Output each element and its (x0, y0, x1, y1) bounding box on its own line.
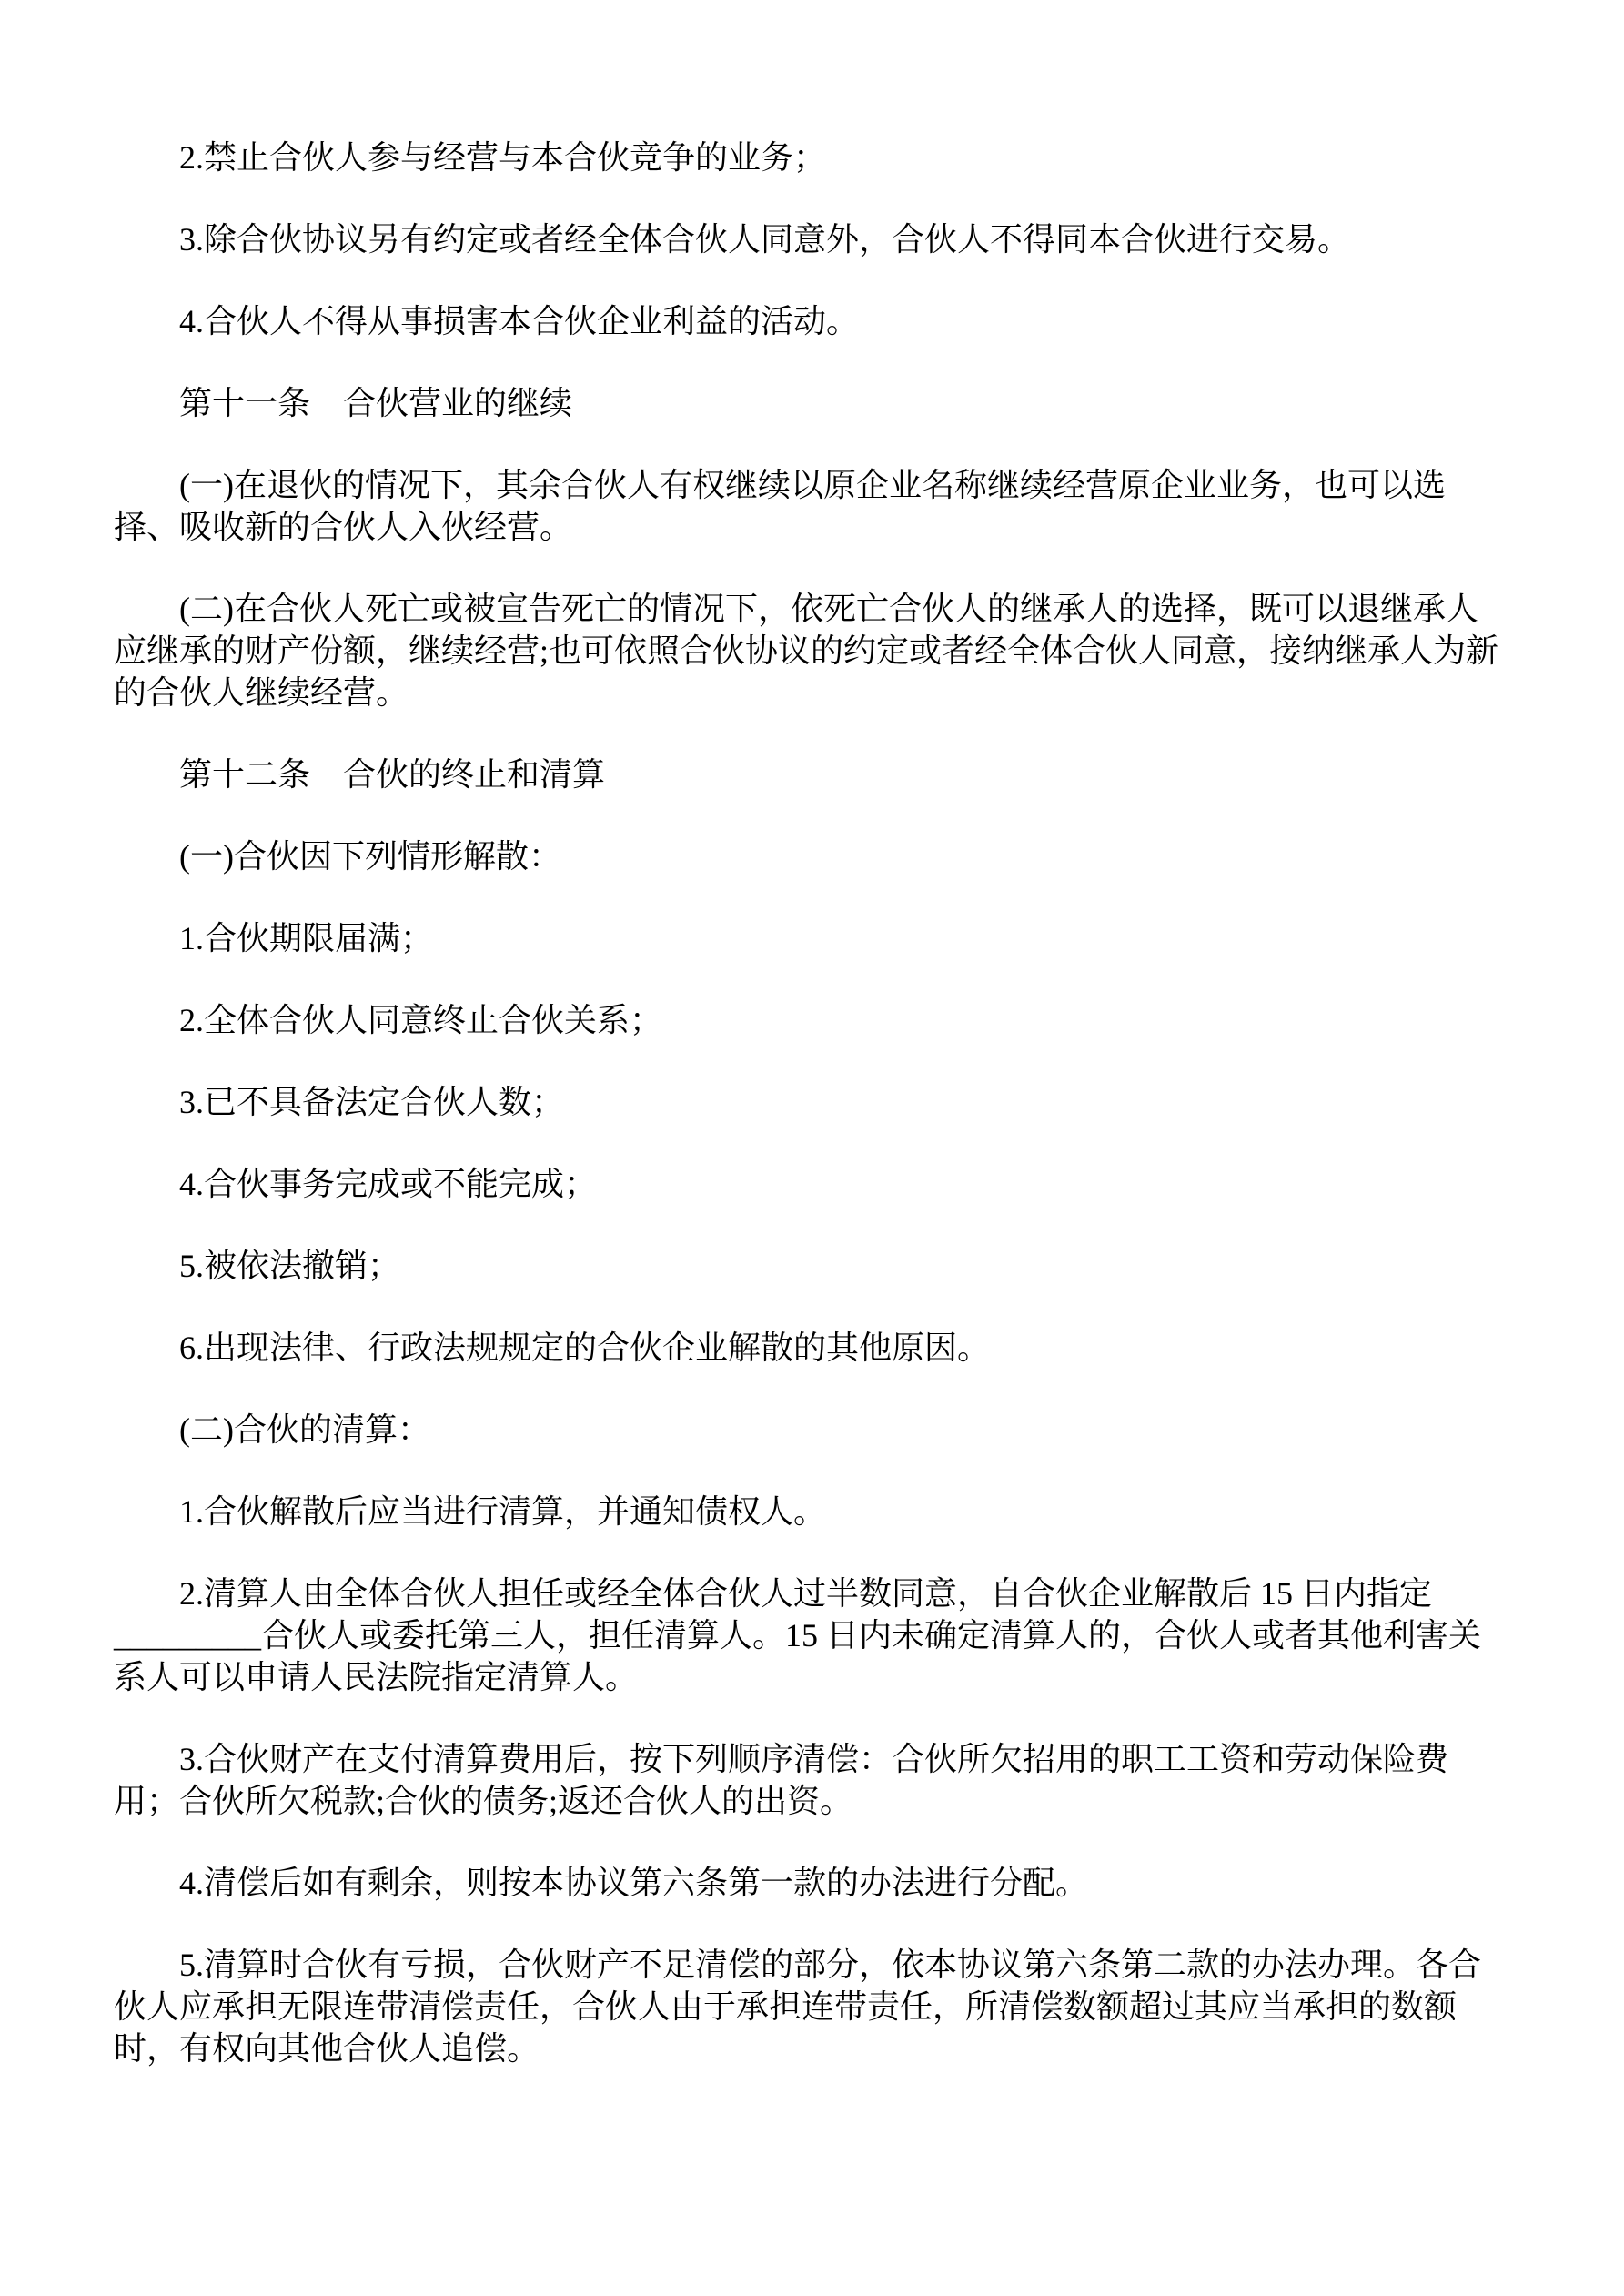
list-item: 4.合伙人不得从事损害本合伙企业利益的活动。 (179, 303, 860, 339)
list-item-with-blank: 2.清算人由全体合伙人担任或经全体合伙人过半数同意，自合伙企业解散后 15 日内指定_________合伙人或委托第三人，担任清算人。15 日内未确定清算人的，合伙人或者其他利害关系人可以申请人民法院指定清算人。 (114, 1575, 1482, 1695)
list-item: 3.除合伙协议另有约定或者经全体合伙人同意外，合伙人不得同本合伙进行交易。 (179, 221, 1351, 258)
list-item: 5.清算时合伙有亏损，合伙财产不足清偿的部分，依本协议第六条第二款的办法办理。各合伙人应承担无限连带清偿责任，合伙人由于承担连带责任，所清偿数额超过其应当承担的数额时，有权向其他合伙人追偿。 (114, 1947, 1482, 2067)
list-item: 1.合伙期限届满； (179, 920, 434, 956)
list-item: 2.禁止合伙人参与经营与本合伙竞争的业务； (179, 139, 827, 176)
list-item: 4.合伙事务完成或不能完成； (179, 1166, 598, 1202)
document-content (114, 137, 1503, 2109)
list-item: 6.出现法律、行政法规规定的合伙企业解散的其他原因。 (179, 1330, 991, 1366)
list-item: 1.合伙解散后应当进行清算，并通知债权人。 (179, 1493, 827, 1530)
list-item: 2.全体合伙人同意终止合伙关系； (179, 1002, 663, 1038)
list-item: 5.被依法撤销； (179, 1248, 401, 1284)
article-heading-11: 第十一条 合伙营业的继续 (179, 385, 573, 421)
article-heading-12: 第十二条 合伙的终止和清算 (179, 756, 606, 793)
list-item: 4.清偿后如有剩余，则按本协议第六条第一款的办法进行分配。 (179, 1865, 1089, 1901)
list-item: 3.已不具备法定合伙人数； (179, 1084, 565, 1120)
clause-paragraph: (一)合伙因下列情形解散： (179, 838, 561, 875)
clause-paragraph: (二)在合伙人死亡或被宣告死亡的情况下，依死亡合伙人的继承人的选择，既可以退继承人应继承的财产份额，继续经营;也可依照合伙协议的约定或者经全体合伙人同意，接纳继承人为新的合伙人继续经营。 (114, 591, 1499, 711)
list-item: 3.合伙财产在支付清算费用后，按下列顺序清偿：合伙所欠招用的职工工资和劳动保险费用；合伙所欠税款;合伙的债务;返还合伙人的出资。 (114, 1741, 1449, 1819)
clause-paragraph: (一)在退伙的情况下，其余合伙人有权继续以原企业名称继续经营原企业业务，也可以选择、吸收新的合伙人入伙经营。 (114, 467, 1446, 545)
clause-paragraph: (二)合伙的清算： (179, 1411, 430, 1448)
